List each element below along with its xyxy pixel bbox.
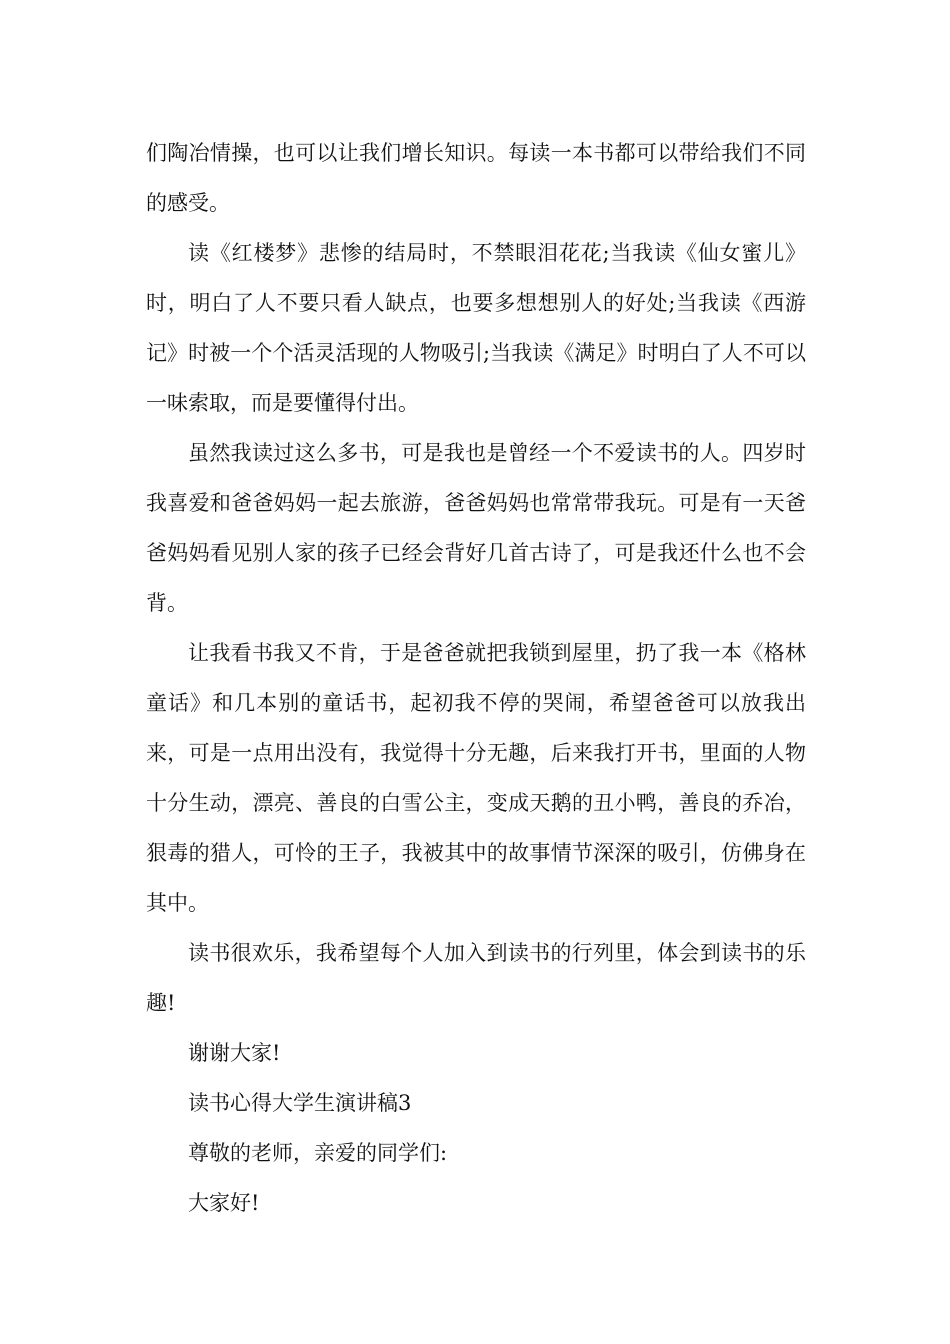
closing-thanks: 谢谢大家!: [188, 1041, 281, 1065]
paragraph-2: 读《红楼梦》悲惨的结局时，不禁眼泪花花;当我读《仙女蜜儿》时，明白了人不要只看人缺点，也要多想想别人的好处;当我读《西游记》时被一个个活灵活现的人物吸引;当我读《满足》时明白了人不可以一味索取，而是要懂得付出。: [146, 241, 806, 415]
salutation: 尊敬的老师，亲爱的同学们:: [188, 1141, 448, 1165]
paragraph-4: 让我看书我又不肯，于是爸爸就把我锁到屋里，扔了我一本《格林童话》和几本别的童话书，起初我不停的哭闹，希望爸爸可以放我出来，可是一点用出没有，我觉得十分无趣，后来我打开书，里面的人物十分生动，漂亮、善良的白雪公主，变成天鹅的丑小鸭，善良的乔冶，狠毒的猎人，可怜的王子，我被其中的故事情节深深的吸引，仿佛身在其中。: [146, 641, 806, 915]
paragraph-5: 读书很欢乐，我希望每个人加入到读书的行列里，体会到读书的乐趣!: [146, 941, 806, 1015]
paragraph-3: 虽然我读过这么多书，可是我也是曾经一个不爱读书的人。四岁时我喜爱和爸爸妈妈一起去旅游，爸爸妈妈也常常带我玩。可是有一天爸爸妈妈看见别人家的孩子已经会背好几首古诗了，可是我还什么也不会背。: [146, 441, 806, 615]
paragraph-1: 们陶冶情操，也可以让我们增长知识。每读一本书都可以带给我们不同的感受。: [146, 141, 806, 215]
section-heading: 读书心得大学生演讲稿3: [188, 1091, 412, 1115]
greeting: 大家好!: [188, 1191, 260, 1215]
document-body: [146, 128, 806, 1228]
